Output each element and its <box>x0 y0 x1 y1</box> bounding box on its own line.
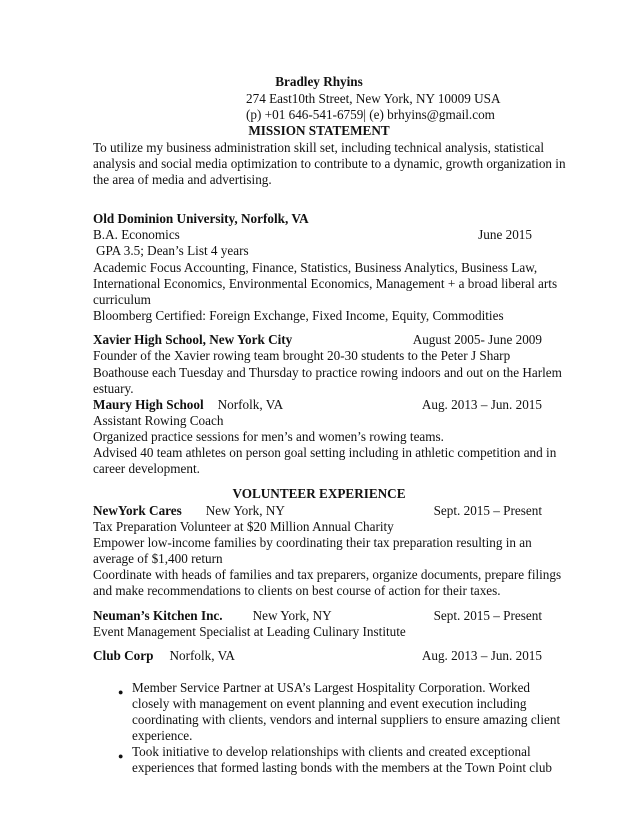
odu-degree-row <box>93 227 542 244</box>
maury-line: Advised 40 team athletes on person goal setting including in athletic competition and in <box>93 445 557 460</box>
nycares-role: Tax Preparation Volunteer at $20 Million Annual Charity <box>93 519 394 534</box>
xavier-line: Founder of the Xavier rowing team brought 20-30 students to the Peter J Sharp <box>93 348 511 363</box>
nycares-row <box>93 503 542 520</box>
xavier-line: Boathouse each Tuesday and Thursday to practice rowing indoors and out on the Harlem <box>93 365 562 380</box>
mission-line: analysis and social media optimization to contribute to a dynamic, growth organization in <box>93 156 566 171</box>
neuman-row <box>93 608 542 625</box>
xavier-line: estuary. <box>93 381 134 396</box>
clubcorp-org: Club Corp <box>93 648 154 663</box>
address: 274 East10th Street, New York, NY 10009 USA <box>246 91 501 106</box>
xavier-title: Xavier High School, New York City <box>93 332 293 347</box>
odu-degree: B.A. Economics <box>93 227 180 242</box>
xavier-row <box>93 332 542 349</box>
nycares-line: Coordinate with heads of families and tax preparers, organize documents, prepare filings <box>93 567 562 582</box>
mission-line: To utilize my business administration skill set, including technical analysis, statistical <box>93 140 545 155</box>
odu-courses-line: curriculum <box>93 292 151 307</box>
bullet-line: closely with management on event planning and event execution including <box>132 696 527 711</box>
bullet-line: Took initiative to develop relationships with clients and created exceptional <box>132 744 531 759</box>
clubcorp-location: Norfolk, VA <box>169 648 235 663</box>
nycares-date: Sept. 2015 – Present <box>433 503 542 518</box>
xavier-date: August 2005- June 2009 <box>412 332 542 347</box>
nycares-location: New York, NY <box>205 503 285 518</box>
bullet-line: coordinating with clients, vendors and internal suppliers to ensure amazing client <box>132 712 561 727</box>
odu-date: June 2015 <box>478 227 532 242</box>
maury-location: Norfolk, VA <box>217 397 284 412</box>
maury-row <box>93 397 542 414</box>
contact-info: (p) +01 646-541-6759| (e) brhyins@gmail.com <box>246 107 495 122</box>
maury-date: Aug. 2013 – Jun. 2015 <box>421 397 542 412</box>
maury-title: Maury High School <box>93 397 204 412</box>
bullet-line: Member Service Partner at USA’s Largest Hospitality Corporation. Worked <box>132 680 531 695</box>
candidate-name: Bradley Rhyins <box>275 74 363 89</box>
maury-line: career development. <box>93 461 200 476</box>
neuman-org: Neuman’s Kitchen Inc. <box>93 608 223 623</box>
maury-role: Assistant Rowing Coach <box>93 413 224 428</box>
bullet-line: experience. <box>132 728 193 743</box>
clubcorp-date: Aug. 2013 – Jun. 2015 <box>421 648 542 663</box>
mission-heading: MISSION STATEMENT <box>248 123 390 138</box>
nycares-line: and make recommendations to clients on best course of action for their taxes. <box>93 583 501 598</box>
odu-title: Old Dominion University, Norfolk, VA <box>93 211 309 226</box>
neuman-role: Event Management Specialist at Leading Culinary Institute <box>93 624 406 639</box>
odu-gpa: GPA 3.5; Dean’s List 4 years <box>96 243 249 258</box>
bullet-icon: ● <box>118 687 124 697</box>
neuman-location: New York, NY <box>252 608 332 623</box>
odu-bloomberg: Bloomberg Certified: Foreign Exchange, Fixed Income, Equity, Commodities <box>93 308 504 323</box>
nycares-org: NewYork Cares <box>93 503 182 518</box>
maury-line: Organized practice sessions for men’s and women’s rowing teams. <box>93 429 444 444</box>
nycares-line: Empower low-income families by coordinating their tax preparation resulting in an <box>93 535 532 550</box>
volunteer-heading: VOLUNTEER EXPERIENCE <box>232 486 406 501</box>
bullet-line: experiences that formed lasting bonds with the members at the Town Point club <box>132 760 553 775</box>
mission-line: the area of media and advertising. <box>93 172 272 187</box>
nycares-line: average of $1,400 return <box>93 551 223 566</box>
clubcorp-row <box>93 648 542 665</box>
odu-courses-line: Academic Focus Accounting, Finance, Statistics, Business Analytics, Business Law, <box>93 260 538 275</box>
bullet-icon: ● <box>118 751 124 761</box>
neuman-date: Sept. 2015 – Present <box>433 608 542 623</box>
odu-courses-line: International Economics, Environmental Economics, Management + a broad liberal arts <box>93 276 558 291</box>
